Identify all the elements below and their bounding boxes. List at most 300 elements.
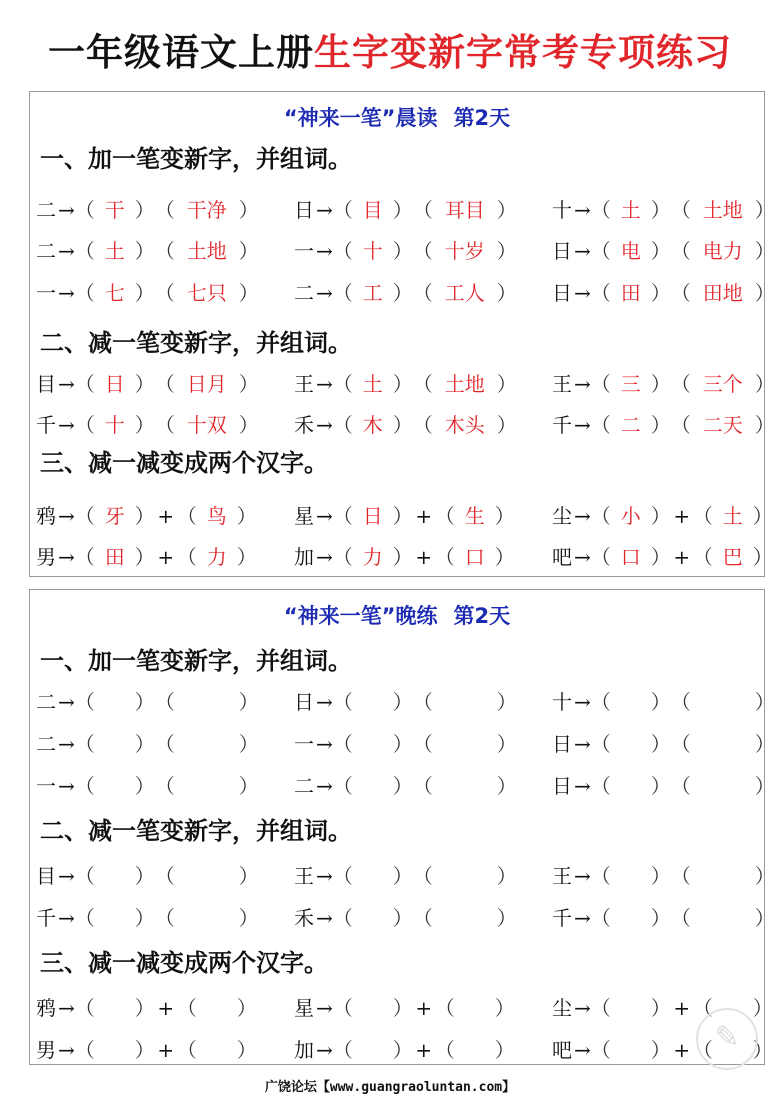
open-paren: （ [590,906,611,930]
answer-part-a-box: 牙 [104,504,125,528]
arrow-icon: → [58,690,75,714]
open-paren: （ [154,690,175,714]
close-paren: ） [496,413,517,437]
open-paren: （ [590,1038,611,1062]
morning-panel [29,91,775,577]
exercise-item [294,993,515,1023]
open-paren: （ [154,906,175,930]
arrow-icon: → [58,864,75,888]
exercise-item [294,771,517,801]
open-paren: （ [590,504,611,528]
base-character: 一 [36,774,56,798]
arrow-icon: → [58,732,75,756]
close-paren: ） [496,198,517,222]
close-paren: ） [754,690,775,714]
base-character: 日 [552,774,572,798]
close-paren: ） [134,545,155,569]
exercise-item [294,903,517,933]
close-paren: ） [754,239,775,263]
open-paren: （ [590,198,611,222]
close-paren: ） [496,372,517,396]
close-paren: ） [650,690,671,714]
close-paren: ） [392,545,413,569]
close-paren: ） [496,690,517,714]
close-paren: ） [754,732,775,756]
close-paren: ） [650,372,671,396]
open-paren: （ [176,545,197,569]
open-paren: （ [590,281,611,305]
arrow-icon: → [316,413,333,437]
plus-sign: + [415,996,433,1020]
open-paren: （ [176,996,197,1020]
arrow-icon: → [574,774,591,798]
open-paren: （ [590,864,611,888]
footer-text: 广饶论坛【www.guangraoluntan.com】 [264,1080,516,1095]
arrow-icon: → [574,732,591,756]
exercise-item [36,861,259,891]
answer-part-a-box: 日 [362,504,383,528]
exercise-item [552,542,773,572]
base-character: 男 [36,545,56,569]
arrow-icon: → [316,864,333,888]
exercise-item [36,687,259,717]
close-paren: ） [236,1038,257,1062]
open-paren: （ [332,545,353,569]
close-paren: ） [236,504,257,528]
close-paren: ） [238,281,259,305]
arrow-icon: → [316,732,333,756]
close-paren: ） [496,239,517,263]
open-paren: （ [412,732,433,756]
base-character: 十 [552,690,572,714]
open-paren: （ [74,996,95,1020]
open-paren: （ [434,545,455,569]
plus-sign: + [673,1038,691,1062]
close-paren: ） [134,906,155,930]
exercise-item [294,278,517,308]
close-paren: ） [238,864,259,888]
base-character: 二 [36,198,56,222]
arrow-icon: → [58,906,75,930]
base-character: 日 [552,239,572,263]
arrow-icon: → [574,906,591,930]
open-paren: （ [154,372,175,396]
answer-word-box: 耳目 [444,198,485,222]
answer-word-box: 土地 [186,239,227,263]
close-paren: ） [236,545,257,569]
open-paren: （ [74,1038,95,1062]
open-paren: （ [332,906,353,930]
base-character: 日 [552,281,572,305]
arrow-icon: → [574,198,591,222]
close-paren: ） [392,198,413,222]
open-paren: （ [332,198,353,222]
exercise-item [36,369,259,399]
exercise-item [36,729,259,759]
open-paren: （ [670,372,691,396]
close-paren: ） [650,732,671,756]
arrow-icon: → [316,996,333,1020]
close-paren: ） [650,1038,671,1062]
open-paren: （ [74,198,95,222]
exercise-item [294,542,515,572]
base-character: 王 [294,864,314,888]
open-paren: （ [332,504,353,528]
close-paren: ） [134,1038,155,1062]
arrow-icon: → [316,906,333,930]
open-paren: （ [590,545,611,569]
close-paren: ） [754,906,775,930]
close-paren: ） [134,239,155,263]
close-paren: ） [392,732,413,756]
exercise-item [552,861,775,891]
arrow-icon: → [58,281,75,305]
arrow-icon: → [574,239,591,263]
base-character: 二 [36,239,56,263]
base-character: 鸦 [36,996,56,1020]
exercise-item [552,369,775,399]
plus-sign: + [415,1038,433,1062]
exercise-row [30,278,775,308]
exercise-item [552,771,775,801]
plus-sign: + [673,504,691,528]
exercise-item [552,687,775,717]
arrow-icon: → [574,413,591,437]
exercise-item [36,236,259,266]
close-paren: ） [238,372,259,396]
plus-sign: + [157,1038,175,1062]
open-paren: （ [74,545,95,569]
close-paren: ） [392,281,413,305]
close-paren: ） [650,281,671,305]
answer-character-box: 七 [104,281,125,305]
open-paren: （ [74,372,95,396]
answer-word-box: 十岁 [444,239,485,263]
exercise-row [30,236,775,266]
evening-title-text: “神来一笔”晚练 [283,604,438,628]
answer-part-b-box: 口 [464,545,485,569]
arrow-icon: → [574,372,591,396]
base-character: 加 [294,1038,314,1062]
section-heading: 二、减一笔变新字，并组词。 [40,329,352,357]
arrow-icon: → [58,198,75,222]
close-paren: ） [134,504,155,528]
answer-character-box: 目 [362,198,383,222]
base-character: 二 [36,690,56,714]
close-paren: ） [754,864,775,888]
close-paren: ） [392,372,413,396]
close-paren: ） [238,906,259,930]
answer-part-a-box: 田 [104,545,125,569]
open-paren: （ [434,504,455,528]
answer-word-box: 二天 [702,413,743,437]
answer-word-box: 十双 [186,413,227,437]
section-heading: 一、加一笔变新字，并组词。 [40,647,352,675]
arrow-icon: → [574,864,591,888]
morning-title-text: “神来一笔”晨读 [283,106,438,130]
arrow-icon: → [574,996,591,1020]
close-paren: ） [494,504,515,528]
open-paren: （ [154,774,175,798]
close-paren: ） [134,372,155,396]
open-paren: （ [74,413,95,437]
arrow-icon: → [574,690,591,714]
close-paren: ） [134,690,155,714]
section-heading: 一、加一笔变新字，并组词。 [40,145,352,173]
base-character: 星 [294,996,314,1020]
close-paren: ） [392,504,413,528]
page-title [0,30,780,76]
open-paren: （ [670,906,691,930]
base-character: 尘 [552,996,572,1020]
open-paren: （ [332,864,353,888]
arrow-icon: → [316,281,333,305]
answer-character-box: 田 [620,281,641,305]
answer-word-box: 电力 [702,239,743,263]
exercise-item [36,1035,257,1065]
exercise-item [36,771,259,801]
close-paren: ） [392,1038,413,1062]
close-paren: ） [134,281,155,305]
open-paren: （ [670,198,691,222]
arrow-icon: → [316,1038,333,1062]
arrow-icon: → [316,545,333,569]
open-paren: （ [590,732,611,756]
exercise-item [36,410,259,440]
exercise-item [294,501,515,531]
open-paren: （ [412,690,433,714]
open-paren: （ [154,198,175,222]
open-paren: （ [692,996,713,1020]
exercise-row [30,542,773,572]
close-paren: ） [236,996,257,1020]
open-paren: （ [590,413,611,437]
exercise-item [552,236,775,266]
base-character: 千 [36,413,56,437]
exercise-row [30,501,773,531]
open-paren: （ [412,413,433,437]
base-character: 吧 [552,1038,572,1062]
close-paren: ） [494,996,515,1020]
exercise-item [294,236,517,266]
open-paren: （ [670,690,691,714]
open-paren: （ [332,372,353,396]
open-paren: （ [692,504,713,528]
answer-character-box: 木 [362,413,383,437]
close-paren: ） [392,906,413,930]
answer-part-b-box: 生 [464,504,485,528]
arrow-icon: → [58,239,75,263]
exercise-item [552,195,775,225]
answer-character-box: 工 [362,281,383,305]
answer-character-box: 二 [620,413,641,437]
open-paren: （ [670,281,691,305]
exercise-row [30,729,775,759]
base-character: 二 [294,281,314,305]
answer-part-a-box: 小 [620,504,641,528]
open-paren: （ [590,774,611,798]
close-paren: ） [754,372,775,396]
answer-part-b-box: 力 [206,545,227,569]
base-character: 一 [294,239,314,263]
close-paren: ） [754,198,775,222]
close-paren: ） [752,545,773,569]
answer-part-a-box: 口 [620,545,641,569]
close-paren: ） [238,198,259,222]
open-paren: （ [590,372,611,396]
answer-character-box: 电 [620,239,641,263]
close-paren: ） [650,198,671,222]
base-character: 千 [36,906,56,930]
open-paren: （ [670,239,691,263]
open-paren: （ [332,239,353,263]
open-paren: （ [154,239,175,263]
answer-word-box: 三个 [702,372,743,396]
arrow-icon: → [316,372,333,396]
exercise-item [552,278,775,308]
answer-word-box: 田地 [702,281,743,305]
close-paren: ） [392,996,413,1020]
plus-sign: + [415,545,433,569]
close-paren: ） [392,864,413,888]
exercise-row [30,410,775,440]
answer-character-box: 十 [104,413,125,437]
answer-part-b-box: 土 [722,504,743,528]
base-character: 日 [294,690,314,714]
arrow-icon: → [58,372,75,396]
open-paren: （ [74,864,95,888]
open-paren: （ [74,774,95,798]
answer-character-box: 日 [104,372,125,396]
morning-panel-title [30,104,764,132]
exercise-row [30,993,773,1023]
close-paren: ） [238,239,259,263]
answer-word-box: 日月 [186,372,227,396]
page-title-part1: 一年级语文上册 [48,31,314,74]
answer-character-box: 土 [362,372,383,396]
arrow-icon: → [316,690,333,714]
open-paren: （ [332,1038,353,1062]
base-character: 禾 [294,413,314,437]
arrow-icon: → [58,545,75,569]
close-paren: ） [494,1038,515,1062]
close-paren: ） [650,864,671,888]
exercise-row [30,903,775,933]
close-paren: ） [650,996,671,1020]
open-paren: （ [590,239,611,263]
open-paren: （ [154,732,175,756]
open-paren: （ [176,1038,197,1062]
base-character: 尘 [552,504,572,528]
open-paren: （ [332,774,353,798]
close-paren: ） [134,413,155,437]
base-character: 十 [552,198,572,222]
answer-character-box: 干 [104,198,125,222]
exercise-item [36,501,257,531]
base-character: 千 [552,906,572,930]
arrow-icon: → [574,1038,591,1062]
answer-word-box: 七只 [186,281,227,305]
open-paren: （ [332,413,353,437]
close-paren: ） [650,906,671,930]
exercise-item [294,369,517,399]
close-paren: ） [752,504,773,528]
base-character: 一 [294,732,314,756]
close-paren: ） [496,774,517,798]
close-paren: ） [494,545,515,569]
plus-sign: + [673,545,691,569]
open-paren: （ [332,732,353,756]
open-paren: （ [412,281,433,305]
arrow-icon: → [316,239,333,263]
close-paren: ） [752,1038,773,1062]
watermark-logo-icon: ✎ [696,1008,758,1070]
open-paren: （ [74,732,95,756]
open-paren: （ [154,864,175,888]
close-paren: ） [650,504,671,528]
exercise-item [294,687,517,717]
page-title-part2: 生字变新字常考专项练习 [314,31,732,74]
open-paren: （ [670,864,691,888]
plus-sign: + [157,996,175,1020]
open-paren: （ [434,1038,455,1062]
exercise-item [294,729,517,759]
open-paren: （ [74,281,95,305]
answer-character-box: 土 [620,198,641,222]
open-paren: （ [412,864,433,888]
plus-sign: + [157,545,175,569]
answer-word-box: 土地 [702,198,743,222]
open-paren: （ [434,996,455,1020]
answer-word-box: 干净 [186,198,227,222]
answer-part-b-box: 鸟 [206,504,227,528]
base-character: 王 [294,372,314,396]
close-paren: ） [496,281,517,305]
close-paren: ） [752,996,773,1020]
exercise-item [36,993,257,1023]
base-character: 男 [36,1038,56,1062]
close-paren: ） [754,413,775,437]
open-paren: （ [590,690,611,714]
close-paren: ） [496,906,517,930]
answer-word-box: 土地 [444,372,485,396]
base-character: 二 [36,732,56,756]
answer-part-a-box: 力 [362,545,383,569]
exercise-item [36,542,257,572]
close-paren: ） [754,281,775,305]
exercise-item [294,861,517,891]
section-heading: 三、减一减变成两个汉字。 [40,449,328,477]
section-heading: 二、减一笔变新字，并组词。 [40,817,352,845]
open-paren: （ [692,1038,713,1062]
open-paren: （ [332,690,353,714]
close-paren: ） [134,732,155,756]
open-paren: （ [412,372,433,396]
arrow-icon: → [58,413,75,437]
close-paren: ） [754,774,775,798]
plus-sign: + [157,504,175,528]
close-paren: ） [650,239,671,263]
base-character: 加 [294,545,314,569]
answer-character-box: 土 [104,239,125,263]
plus-sign: + [673,996,691,1020]
exercise-row [30,369,775,399]
close-paren: ） [496,864,517,888]
arrow-icon: → [574,545,591,569]
arrow-icon: → [316,198,333,222]
close-paren: ） [392,413,413,437]
close-paren: ） [238,732,259,756]
